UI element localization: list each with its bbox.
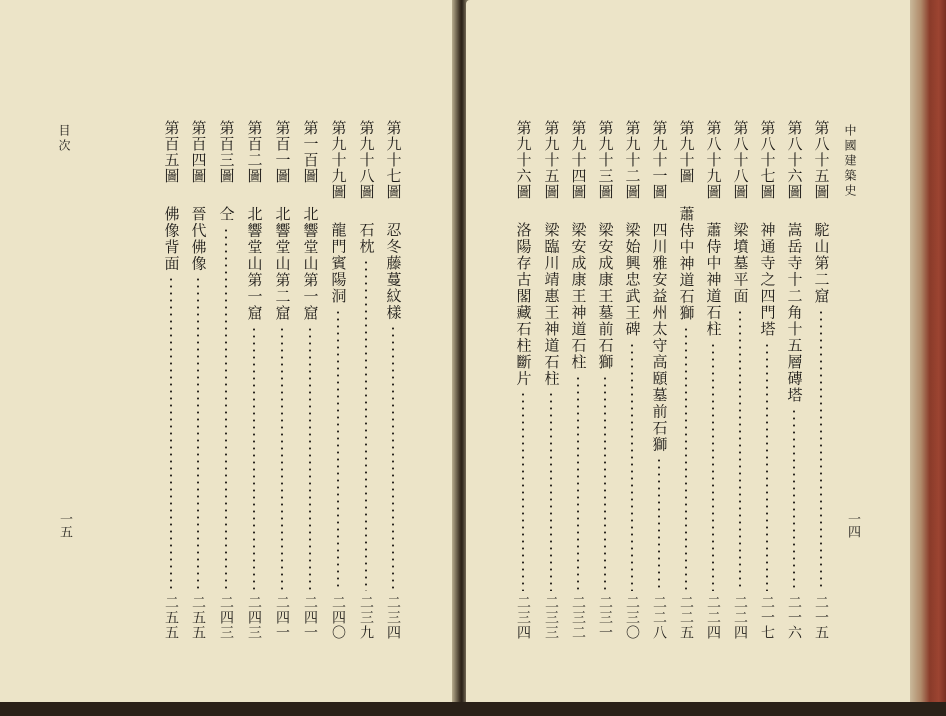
figure-number: 第九十一圖: [650, 120, 669, 200]
dot-leader: [281, 326, 283, 592]
page-number: 二一七: [759, 595, 775, 640]
toc-entry: [329, 120, 347, 640]
toc-entry: [301, 120, 319, 640]
page-number: 二三一: [597, 595, 613, 640]
page-number: 二四三: [246, 595, 262, 640]
figure-number: 第九十四圖: [569, 120, 588, 200]
page-number: 二三二: [570, 595, 586, 640]
figure-number: 第九十五圖: [542, 120, 561, 200]
dot-leader: [225, 227, 227, 592]
page-number: 二三四: [515, 595, 531, 640]
dot-leader: [631, 342, 633, 592]
figure-title: 北響堂山第二窟: [273, 206, 292, 322]
figure-number: 第九十六圖: [514, 120, 533, 200]
figure-title: 仝: [217, 206, 236, 223]
book-cover-edge: [910, 0, 946, 716]
page-number: 二一六: [786, 595, 802, 640]
right-running-head: 中國建築史: [843, 124, 857, 199]
page-number: 二三〇: [624, 595, 640, 640]
dot-leader: [793, 408, 795, 592]
toc-entry: [731, 120, 749, 640]
figure-title: 晉代佛像: [189, 206, 208, 272]
figure-title: 駝山第二窟: [812, 222, 831, 305]
page-number: 二四一: [302, 595, 318, 640]
page-number: 二二四: [732, 595, 748, 640]
page-number: 二四一: [274, 595, 290, 640]
toc-entry: [650, 120, 668, 640]
figure-title: 洛陽存古閣藏石柱斷片: [514, 222, 533, 387]
toc-entry: [812, 120, 830, 640]
toc-entry: [162, 120, 180, 640]
page-number: 二四三: [218, 595, 234, 640]
toc-entry: [273, 120, 291, 640]
figure-title: 北響堂山第一窟: [301, 206, 320, 322]
right-page: [466, 0, 914, 706]
dot-leader: [522, 391, 524, 591]
figure-title: 神通寺之四門塔: [758, 222, 777, 338]
page-number: 二五五: [190, 595, 206, 640]
figure-number: 第九十八圖: [357, 120, 376, 200]
figure-number: 第八十六圖: [785, 120, 804, 200]
dot-leader: [309, 326, 311, 592]
right-folio: 一四: [845, 512, 860, 538]
figure-number: 第百四圖: [189, 120, 208, 184]
figure-number: 第九十九圖: [329, 120, 348, 200]
figure-number: 第九十二圖: [623, 120, 642, 200]
figure-number: 第百二圖: [245, 120, 264, 184]
dot-leader: [550, 391, 552, 591]
figure-title: 梁始興忠武王碑: [623, 222, 642, 338]
toc-entry: [623, 120, 641, 640]
figure-number: 第八十五圖: [812, 120, 831, 200]
left-running-head: 目次: [57, 124, 71, 154]
dot-leader: [253, 326, 255, 592]
toc-entry: [596, 120, 614, 640]
dot-leader: [820, 309, 822, 592]
page-number: 二三三: [543, 595, 559, 640]
figure-title: 北響堂山第一窟: [245, 206, 264, 322]
figure-number: 第九十七圖: [384, 120, 403, 200]
figure-title: 梁墳墓平面: [731, 222, 750, 305]
toc-entry: [189, 120, 207, 640]
dot-leader: [685, 326, 687, 592]
figure-title: 忍冬藤蔓紋樣: [384, 222, 403, 321]
page-number: 二五五: [163, 595, 179, 640]
page-number: 二四〇: [330, 595, 346, 640]
toc-entry: [569, 120, 587, 640]
figure-number: 第九十圖: [677, 120, 696, 184]
page-number: 二一五: [813, 595, 829, 640]
figure-title: 四川雅安益州太守高頤墓前石獅: [650, 222, 669, 453]
toc-entry: [542, 120, 560, 640]
dot-leader: [604, 375, 606, 592]
figure-number: 第百五圖: [162, 120, 181, 184]
toc-entry: [677, 120, 695, 640]
figure-title: 蕭侍中神道石柱: [704, 222, 723, 338]
figure-title: 嵩岳寺十二角十五層磚塔: [785, 222, 804, 404]
dot-leader: [197, 276, 199, 591]
dot-leader: [337, 309, 339, 592]
figure-title: 佛像背面: [162, 206, 181, 272]
toc-entry: [704, 120, 722, 640]
dot-leader: [766, 342, 768, 592]
toc-entry: [758, 120, 776, 640]
left-folio: 一五: [57, 512, 72, 538]
figure-number: 第百一圖: [273, 120, 292, 184]
figure-title: 梁安成康王墓前石獅: [596, 222, 615, 371]
figure-title: 龍門賓陽洞: [329, 222, 348, 305]
dot-leader: [170, 276, 172, 591]
dot-leader: [392, 325, 394, 591]
dot-leader: [577, 375, 579, 592]
page-number: 二三四: [385, 595, 401, 640]
toc-entry: [785, 120, 803, 640]
left-page: [0, 0, 456, 706]
dot-leader: [658, 457, 660, 591]
figure-number: 第八十九圖: [704, 120, 723, 200]
figure-number: 第八十八圖: [731, 120, 750, 200]
figure-number: 第九十三圖: [596, 120, 615, 200]
dot-leader: [365, 259, 367, 591]
book-bottom-edge: [0, 702, 946, 716]
toc-entry: [357, 120, 375, 640]
figure-number: 第百三圖: [217, 120, 236, 184]
toc-entry: [217, 120, 235, 640]
page-number: 二三九: [358, 595, 374, 640]
dot-leader: [739, 309, 741, 592]
toc-entry: [245, 120, 263, 640]
page-number: 二二四: [705, 595, 721, 640]
figure-number: 第八十七圖: [758, 120, 777, 200]
page-number: 二二八: [651, 595, 667, 640]
toc-entry: [514, 120, 532, 640]
dot-leader: [712, 342, 714, 592]
figure-title: 蕭侍中神道石獅: [677, 206, 696, 322]
toc-entry: [384, 120, 402, 640]
figure-number: 第一百圖: [301, 120, 320, 184]
figure-title: 梁安成康王神道石柱: [569, 222, 588, 371]
figure-title: 石枕: [357, 222, 376, 255]
figure-title: 梁臨川靖惠王神道石柱: [542, 222, 561, 387]
page-number: 二二五: [678, 595, 694, 640]
